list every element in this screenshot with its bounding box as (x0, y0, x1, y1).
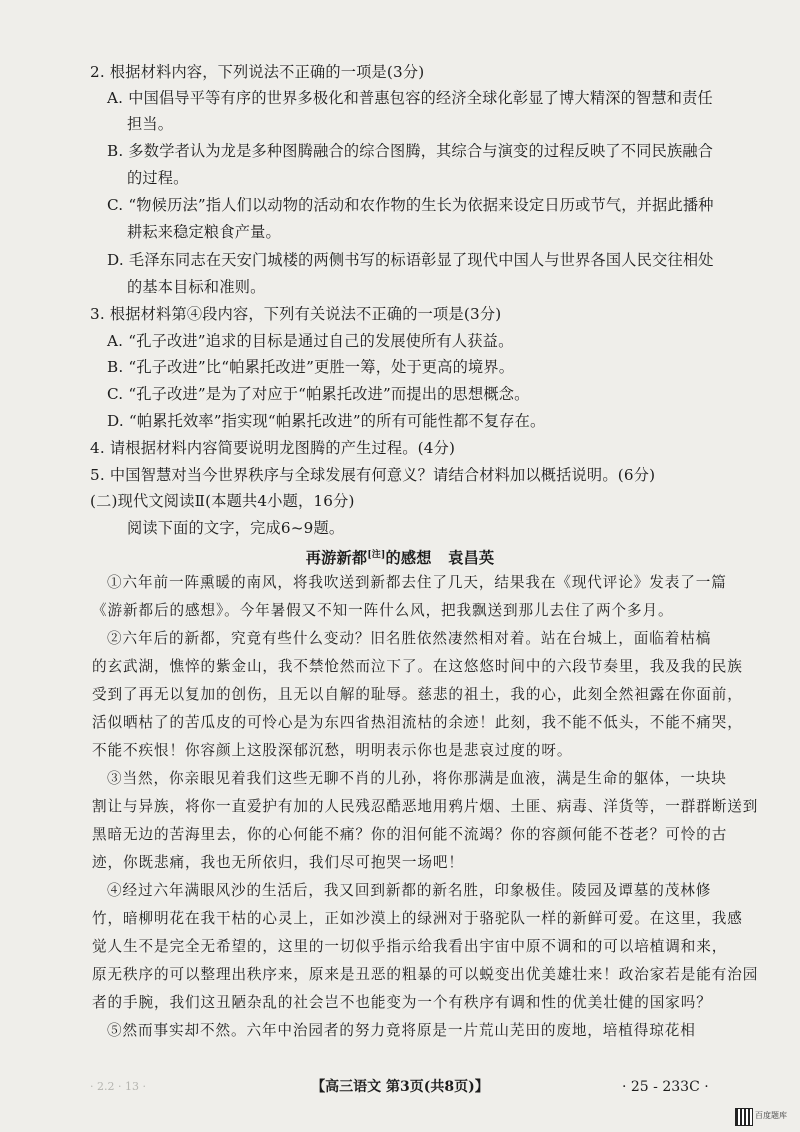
article-line: 觉人生不是完全无希望的，这里的一切似乎指示给我看出宇宙中原不调和的可以培植调和来， (92, 938, 728, 955)
question-3-option-b: B. “孔子改进”比“帕累托改进”更胜一筹，处于更高的境界。 (107, 358, 515, 376)
question-3-option-d: D. “帕累托效率”指实现“帕累托改进”的所有可能性都不复存在。 (107, 412, 546, 430)
article-line: 割让与异族，将你一直爱护有加的人民残忍酷恶地用鸦片烟、土匪、病毒、洋货等，一群群断送到 (92, 798, 759, 815)
footer-code: · 25 - 233C · (622, 1079, 709, 1095)
section-instruction: 阅读下面的文字，完成6~9题。 (127, 519, 345, 537)
article-author: 袁昌英 (448, 549, 495, 568)
article-line: ①六年前一阵熏暖的南风，将我吹送到新都去住了几天，结果我在《现代评论》发表了一篇 (107, 574, 727, 591)
article-title: 再游新都 (305, 549, 368, 568)
question-2-option-b: B. 多数学者认为龙是多种图腾融合的综合图腾，其综合与演变的过程反映了不同民族融合 (107, 142, 714, 160)
article-line: 不能不疾恨！你容颜上这股深郁沉愁，明明表示你也是悲哀过度的呀。 (92, 742, 573, 759)
question-4: 4. 请根据材料内容简要说明龙图腾的产生过程。(4分) (90, 439, 456, 457)
article-line: ⑤然而事实却不然。六年中治园者的努力竟将原是一片荒山芜田的废地，培植得琼花相 (107, 1022, 696, 1039)
section-heading: (二)现代文阅读Ⅱ(本题共4小题，16分) (90, 492, 355, 510)
article-note-mark: [注] (367, 550, 386, 560)
question-2-option-c-cont: 耕耘来稳定粮食产量。 (127, 223, 281, 241)
article-title-line (0, 545, 800, 568)
question-2-option-a-cont: 担当。 (127, 115, 174, 133)
question-2-option-d-cont: 的基本目标和准则。 (127, 278, 266, 296)
question-3-option-c: C. “孔子改进”是为了对应于“帕累托改进”而提出的思想概念。 (107, 385, 530, 403)
article-line: ③当然，你亲眼见着我们这些无聊不肖的儿孙，将你那满是血液，满是生命的躯体，一块块 (107, 770, 727, 787)
article-line: 活似晒枯了的苦瓜皮的可怜心是为东四省热泪流枯的余迹！此刻，我不能不低头，不能不痛哭， (92, 714, 743, 731)
article-line: 黑暗无边的苦海里去，你的心何能不痛？你的泪何能不流竭？你的容颜何能不苍老？可怜的古 (92, 826, 728, 843)
article-line: 迹，你既悲痛，我也无所依归，我们尽可抱哭一场吧！ (92, 854, 464, 871)
article-line: 竹，暗柳明花在我干枯的心灵上，正如沙漠上的绿洲对于骆驼队一样的新鲜可爱。在这里，我感 (92, 910, 743, 927)
footer-left-mark: · 2.2 · 13 · (90, 1080, 146, 1093)
article-line: ②六年后的新都，究竟有些什么变动？旧名胜依然凄然相对着。站在台城上，面临着枯槁 (107, 630, 712, 647)
footer-page-info: 【高三语文 第3页(共8页)】 (311, 1079, 489, 1095)
question-2-option-b-cont: 的过程。 (127, 169, 189, 187)
article-line: 《游新都后的感想》。今年暑假又不知一阵什么风，把我飘送到那儿去住了两个多月。 (92, 602, 674, 619)
article-title-suffix: 的感想 (385, 549, 432, 568)
article-line: 的玄武湖，憔悴的紫金山，我不禁怆然而泣下了。在这悠悠时间中的六段节奏里，我及我的民族 (92, 658, 743, 675)
qr-code-icon (735, 1108, 753, 1126)
article-line: ④经过六年满眼风沙的生活后，我又回到新都的新名胜，印象极佳。陵园及谭墓的茂林修 (107, 882, 712, 899)
brand-watermark: 百度题库 (755, 1111, 787, 1120)
question-2-option-a: A. 中国倡导平等有序的世界多极化和普惠包容的经济全球化彰显了博大精深的智慧和责任 (107, 89, 713, 107)
question-2-option-d: D. 毛泽东同志在天安门城楼的两侧书写的标语彰显了现代中国人与世界各国人民交往相处 (107, 251, 714, 269)
article-line: 受到了再无以复加的创伤，且无以自解的耻辱。慈悲的祖土，我的心，此刻全然袒露在你面前， (92, 686, 743, 703)
question-2-option-c: C. “物候历法”指人们以动物的活动和农作物的生长为依据来设定日历或节气，并据此播种 (107, 196, 714, 214)
question-2-stem: 2. 根据材料内容，下列说法不正确的一项是(3分) (90, 63, 425, 81)
question-5: 5. 中国智慧对当今世界秩序与全球发展有何意义？请结合材料加以概括说明。(6分) (90, 466, 656, 484)
question-3-option-a: A. “孔子改进”追求的目标是通过自己的发展使所有人获益。 (107, 332, 514, 350)
question-3-stem: 3. 根据材料第④段内容，下列有关说法不正确的一项是(3分) (90, 305, 502, 323)
article-line: 原无秩序的可以整理出秩序来，原来是丑恶的粗暴的可以蜕变出优美雄壮来！政治家若是能有治园 (92, 966, 759, 983)
article-line: 者的手腕，我们这丑陋杂乱的社会岂不也能变为一个有秩序有调和性的优美壮健的国家吗？ (92, 994, 712, 1011)
